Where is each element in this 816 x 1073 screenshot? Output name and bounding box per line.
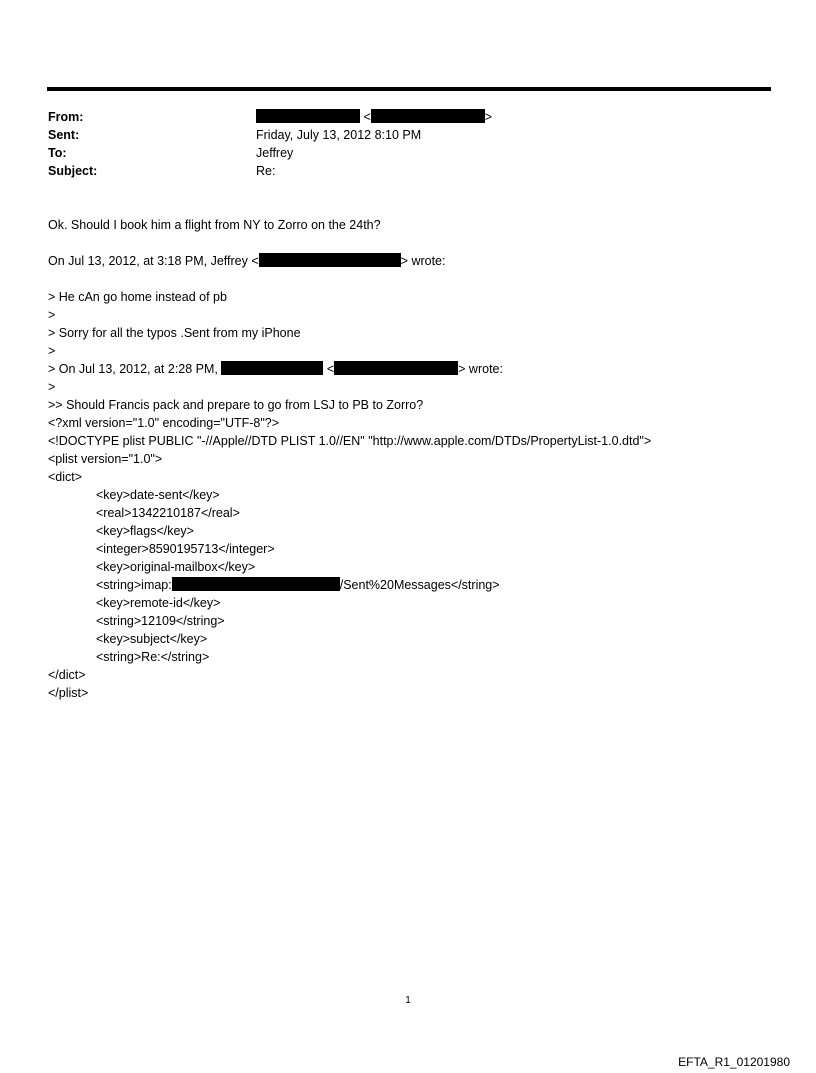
gt-symbol: > <box>484 110 493 124</box>
body-line: </plist> <box>48 686 89 700</box>
body-line <box>48 252 445 270</box>
page-number: 1 <box>405 995 411 1006</box>
imap-suffix: /Sent%20Messages</string> <box>339 578 500 592</box>
body-line: > <box>48 344 56 358</box>
body-line: <?xml version="1.0" encoding="UTF-8"?> <box>48 416 280 430</box>
body-line: <string>Re:</string> <box>96 650 210 664</box>
body-line: > <box>48 308 56 322</box>
body-line: >> Should Francis pack and prepare to go from LSJ to PB to Zorro? <box>48 398 424 412</box>
sent-value: Friday, July 13, 2012 8:10 PM <box>256 128 422 142</box>
bates-number: EFTA_R1_01201980 <box>678 1055 790 1069</box>
body-line: <dict> <box>48 470 83 484</box>
from-value <box>256 108 492 126</box>
sent-label: Sent: <box>48 128 80 142</box>
body-line <box>96 576 500 594</box>
body-line: > Sorry for all the typos .Sent from my iPhone <box>48 326 301 340</box>
subject-value: Re: <box>256 164 276 178</box>
quote-wrote: > wrote: <box>400 254 446 268</box>
body-line: <key>original-mailbox</key> <box>96 560 256 574</box>
body-line: <string>12109</string> <box>96 614 225 628</box>
body-line <box>48 360 503 378</box>
header-rule <box>47 87 771 91</box>
quote-intro: > On Jul 13, 2012, at 2:28 PM, <box>48 362 222 376</box>
body-line: <key>flags</key> <box>96 524 194 538</box>
body-line: <key>remote-id</key> <box>96 596 221 610</box>
body-line: </dict> <box>48 668 86 682</box>
redaction-block <box>256 109 360 123</box>
to-label: To: <box>48 146 67 160</box>
body-line: <key>date-sent</key> <box>96 488 220 502</box>
subject-label: Subject: <box>48 164 98 178</box>
lt-symbol: < <box>363 110 371 124</box>
lt-symbol: < <box>323 362 335 376</box>
redaction-block <box>334 361 458 375</box>
body-line: <!DOCTYPE plist PUBLIC "-//Apple//DTD PLIST 1.0//EN" "http://www.apple.com/DTDs/PropertyList-1.0.dtd"> <box>48 434 652 448</box>
redaction-block <box>221 361 323 375</box>
body-line: <integer>8590195713</integer> <box>96 542 275 556</box>
quote-intro: On Jul 13, 2012, at 3:18 PM, Jeffrey < <box>48 254 259 268</box>
redaction-block <box>259 253 401 267</box>
quote-wrote: > wrote: <box>458 362 503 376</box>
redaction-block <box>172 577 340 591</box>
imap-prefix: <string>imap: <box>96 578 172 592</box>
body-line: <real>1342210187</real> <box>96 506 240 520</box>
from-label: From: <box>48 110 84 124</box>
body-line: > <box>48 380 56 394</box>
body-line: > He cAn go home instead of pb <box>48 290 227 304</box>
redaction-block <box>371 109 485 123</box>
body-line: <plist version="1.0"> <box>48 452 163 466</box>
body-line: Ok. Should I book him a flight from NY to Zorro on the 24th? <box>48 218 381 232</box>
body-line: <key>subject</key> <box>96 632 208 646</box>
to-value: Jeffrey <box>256 146 294 160</box>
